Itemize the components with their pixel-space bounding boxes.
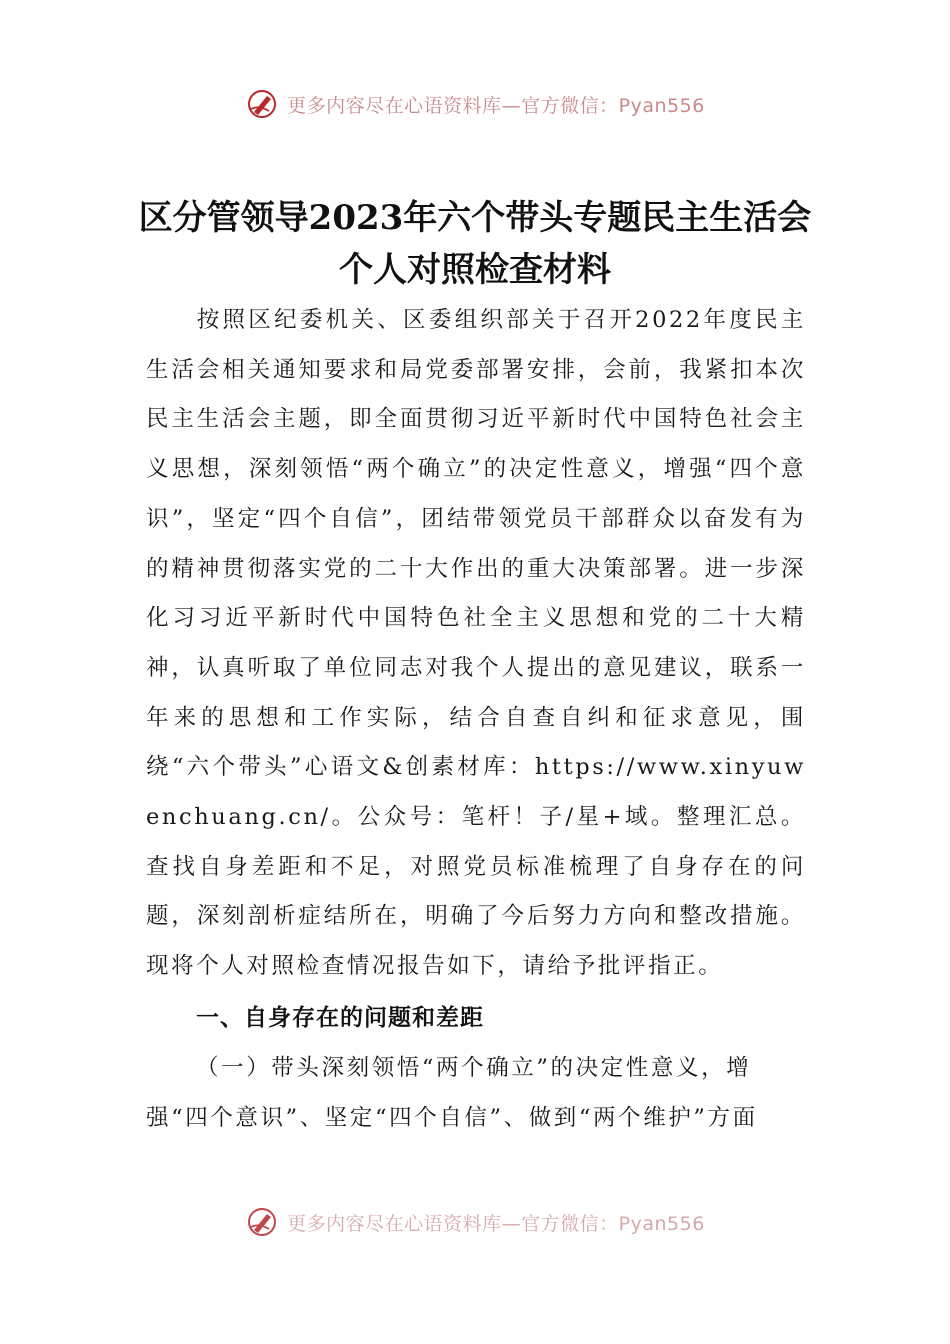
body-paragraph-text: 按照区纪委机关、区委组织部关于召开2022年度民主生活会相关通知要求和局党委部署安排，会前，我紧扣本次民主生活会主题，即全面贯彻习近平新时代中国特色社会主义思想，深刻领悟“两个确立”的决定性意义，增强“四个意识”，坚定“四个自信”，团结带领党员干部群众以奋发有为的精神贯彻落实党的二十大作出的重大决策部署。进一步深化习习近平新时代中国特色社全主义思想和党的二十大精神，认真听取了单位同志对我个人提出的意见建议，联系一年来的思想和工作实际，结合自查自纠和征求意见，围绕“六个带头”心语文&创素材库：https://www.xinyuwenchuang.cn/。公众号：笔杆！子/星+域。整理汇总。查找自身差距和不足，对照党员标准梳理了自身存在的问题，深刻剖析症结所在，明确了今后努力方向和整改措施。现将个人对照检查情况报告如下，请给予批评指正。 (146, 307, 806, 980)
document-title: 区分管领导2023年六个带头专题民主生活会个人对照检查材料 (138, 198, 812, 290)
subsection-heading (146, 1044, 806, 1143)
pen-nib-logo-icon (245, 1205, 279, 1239)
footer-banner (0, 1202, 950, 1242)
subsection-heading-text: （一）带头深刻领悟“两个确立”的决定性意义，增强“四个意识”、坚定“四个自信”、做到“两个维护”方面 (146, 1055, 758, 1131)
pen-nib-logo-icon (245, 87, 279, 121)
body-paragraph (146, 296, 806, 992)
header-banner (0, 84, 950, 124)
section-heading: 一、自身存在的问题和差距 (196, 1005, 484, 1031)
footer-banner-text: 更多内容尽在心语资料库—官方微信：Pyan556 (287, 1212, 705, 1235)
banner-text: 更多内容尽在心语资料库—官方微信：Pyan556 (287, 94, 705, 117)
